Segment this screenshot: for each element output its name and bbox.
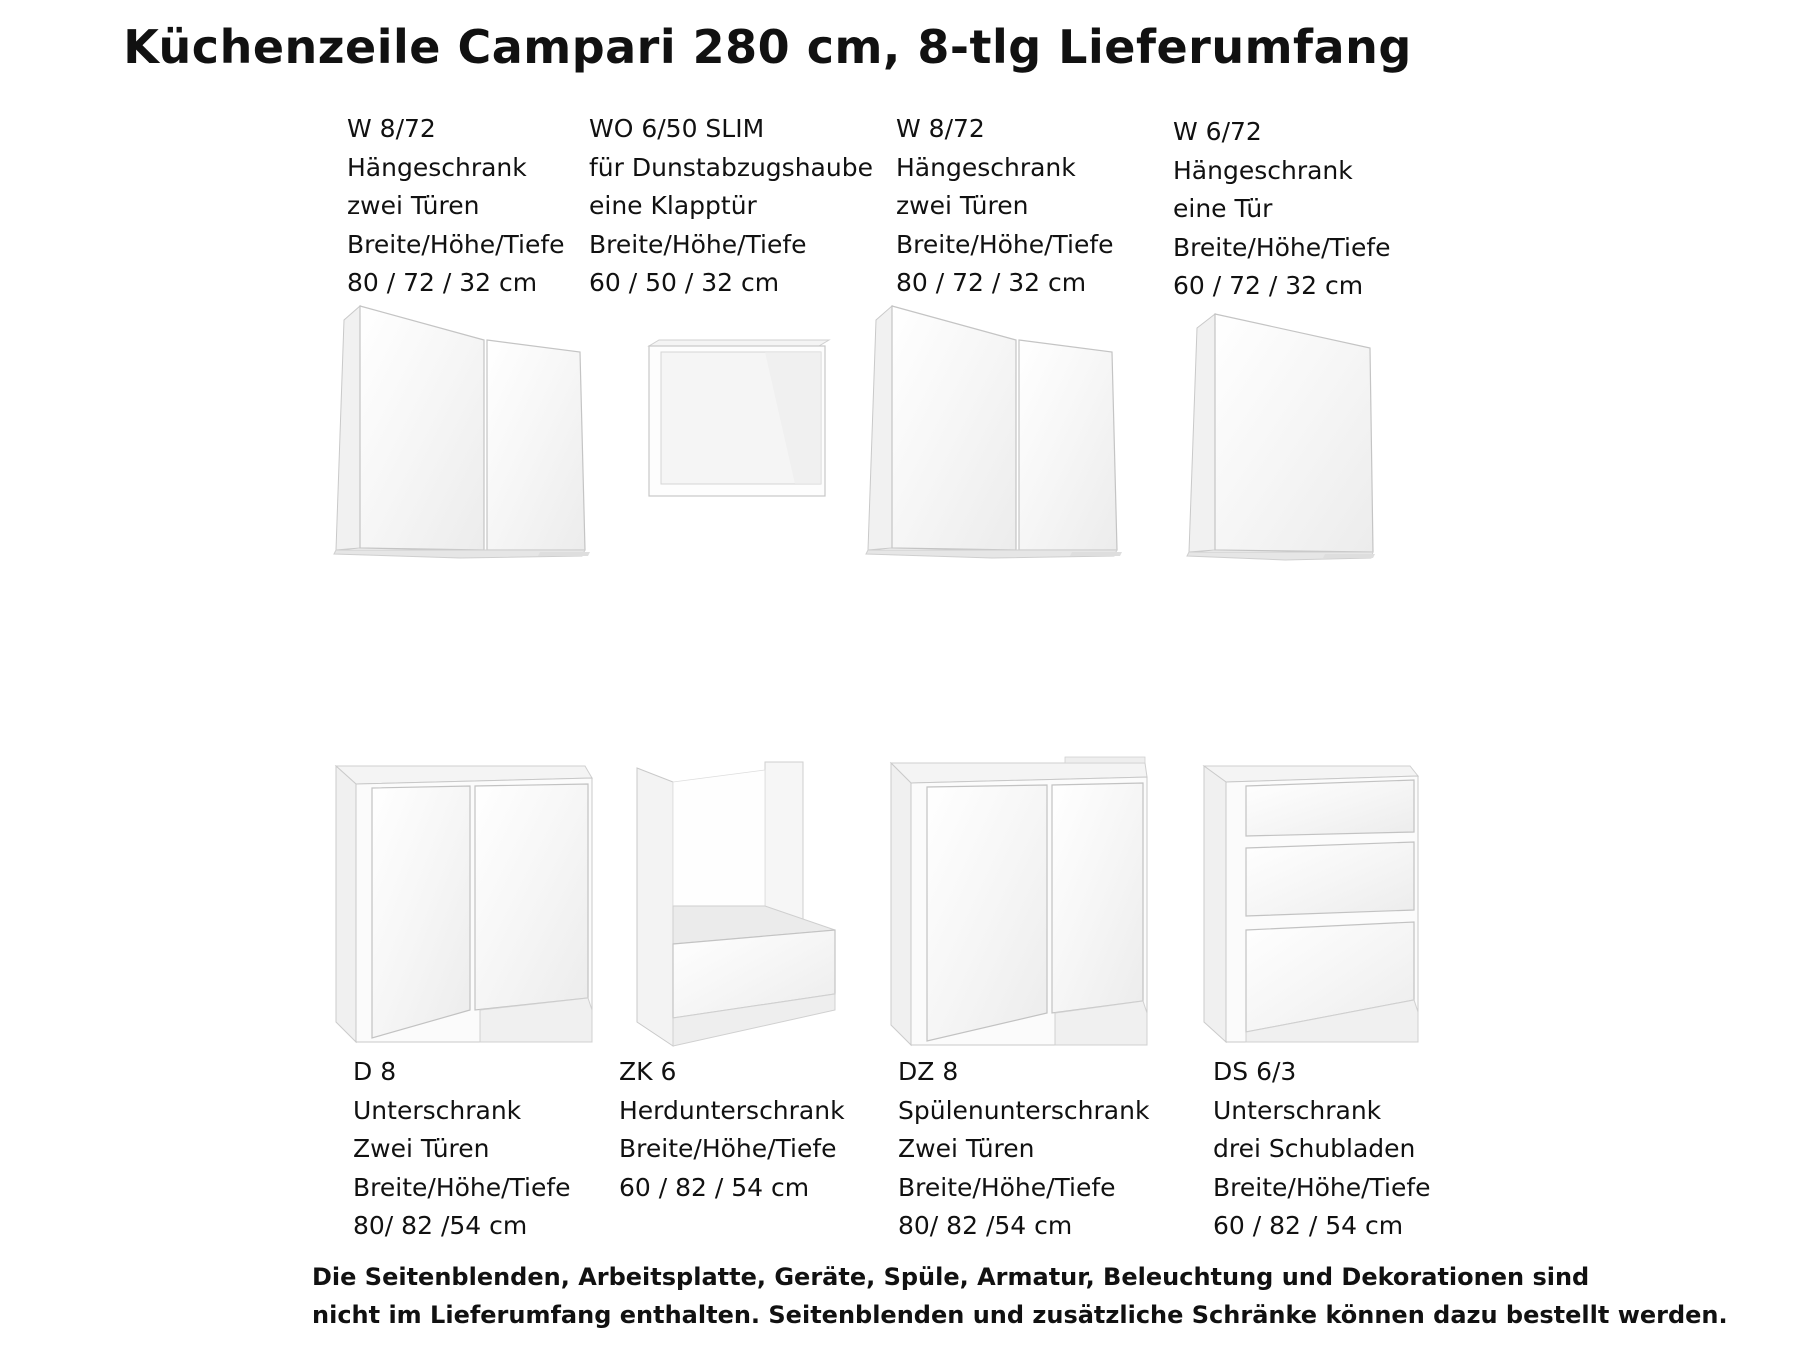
- cabinet-type: Unterschrank: [353, 1095, 522, 1125]
- cabinet-dims: 60 / 72 / 32 cm: [1173, 271, 1364, 300]
- cabinet-dims: 60 / 50 / 32 cm: [589, 268, 780, 297]
- cabinet-type: Hängeschrank: [896, 152, 1076, 182]
- cabinet-dims: 60 / 82 / 54 cm: [1213, 1211, 1404, 1240]
- oven-housing-cabinet-icon: [635, 760, 850, 1050]
- cabinet-dims: 80/ 82 /54 cm: [353, 1211, 528, 1240]
- cabinet-dims: 60 / 82 / 54 cm: [619, 1172, 810, 1202]
- delivery-note: [312, 1258, 1728, 1334]
- cabinet-type: Unterschrank: [1213, 1095, 1382, 1125]
- sink-cabinet-two-doors-icon: [885, 755, 1155, 1050]
- cabinet-code: DZ 8: [898, 1057, 959, 1086]
- hood-cabinet-icon: [645, 338, 835, 503]
- cabinet-dims-label: Breite/Höhe/Tiefe: [353, 1172, 571, 1202]
- cabinet-dims-label: Breite/Höhe/Tiefe: [1173, 232, 1391, 262]
- page-title-text: Küchenzeile Campari 280 cm, 8-tlg Lieferumfang: [123, 20, 1412, 74]
- cabinet-code: ZK 6: [619, 1057, 677, 1086]
- wall-cabinet-two-doors-icon: [862, 300, 1132, 560]
- cabinet-dims-label: Breite/Höhe/Tiefe: [589, 229, 807, 259]
- upper-cabinet-label-2: [589, 110, 873, 303]
- cabinet-feature: eine Klapptür: [589, 191, 757, 220]
- cabinet-feature: eine Tür: [1173, 194, 1273, 223]
- base-cabinet-label-4: [1213, 1053, 1431, 1246]
- delivery-note-line-2: nicht im Lieferumfang enthalten. Seitenblenden und zusätzliche Schränke können dazu bestellt werden.: [312, 1301, 1728, 1329]
- cabinet-feature: Zwei Türen: [898, 1134, 1035, 1163]
- base-cabinet-label-3: [898, 1053, 1149, 1246]
- cabinet-dims: 80/ 82 /54 cm: [898, 1211, 1073, 1240]
- cabinet-feature: zwei Türen: [896, 191, 1029, 220]
- page-title: [0, 20, 1799, 74]
- cabinet-dims-label: Breite/Höhe/Tiefe: [619, 1134, 837, 1163]
- upper-cabinet-label-4: [1173, 113, 1391, 306]
- cabinet-dims-label: Breite/Höhe/Tiefe: [896, 229, 1114, 259]
- cabinet-dims: 80 / 72 / 32 cm: [347, 268, 538, 297]
- cabinet-type: für Dunstabzugshaube: [589, 152, 873, 182]
- wall-cabinet-two-doors-icon: [330, 300, 600, 560]
- cabinet-type: Spülenunterschrank: [898, 1095, 1150, 1125]
- cabinet-dims-label: Breite/Höhe/Tiefe: [347, 229, 565, 259]
- base-cabinet-two-doors-icon: [330, 760, 600, 1050]
- cabinet-dims-label: Breite/Höhe/Tiefe: [898, 1172, 1116, 1202]
- cabinet-code: W 6/72: [1173, 117, 1262, 146]
- cabinet-code: DS 6/3: [1213, 1057, 1297, 1086]
- cabinet-type: Hängeschrank: [1173, 155, 1353, 185]
- base-cabinet-label-1: [353, 1053, 571, 1246]
- cabinet-feature: drei Schubladen: [1213, 1134, 1416, 1163]
- cabinet-type: Herdunterschrank: [619, 1095, 845, 1125]
- base-cabinet-label-2: [619, 1053, 845, 1207]
- wall-cabinet-one-door-icon: [1185, 308, 1385, 568]
- upper-cabinet-label-1: [347, 110, 565, 303]
- cabinet-code: D 8: [353, 1057, 397, 1086]
- cabinet-code: W 8/72: [896, 114, 985, 143]
- cabinet-type: Hängeschrank: [347, 152, 527, 182]
- cabinet-feature: Zwei Türen: [353, 1134, 490, 1163]
- cabinet-dims-label: Breite/Höhe/Tiefe: [1213, 1172, 1431, 1202]
- delivery-note-line-1: Die Seitenblenden, Arbeitsplatte, Geräte, Spüle, Armatur, Beleuchtung und Dekorationen sind: [312, 1263, 1590, 1291]
- cabinet-dims: 80 / 72 / 32 cm: [896, 268, 1087, 297]
- cabinet-code: W 8/72: [347, 114, 436, 143]
- drawer-cabinet-three-drawers-icon: [1200, 760, 1425, 1050]
- cabinet-code: WO 6/50 SLIM: [589, 114, 765, 143]
- upper-cabinet-label-3: [896, 110, 1114, 303]
- cabinet-feature: zwei Türen: [347, 191, 480, 220]
